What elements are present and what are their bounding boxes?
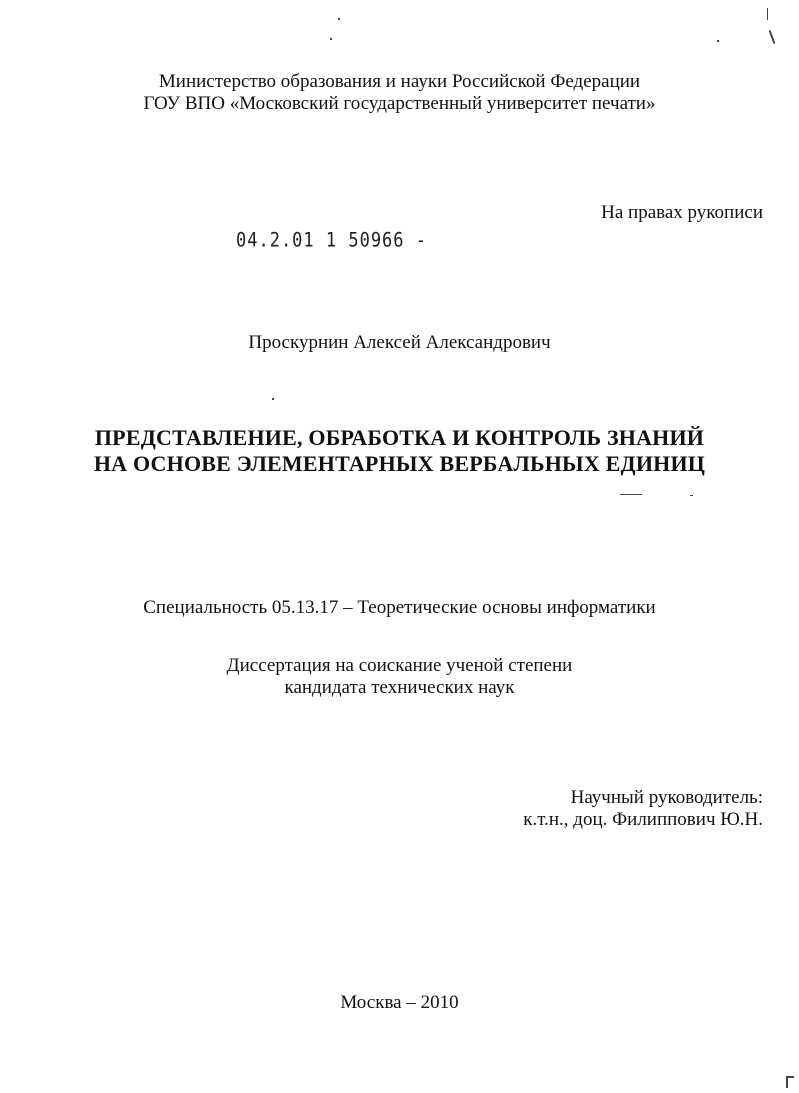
degree-line-1: Диссертация на соискание ученой степени: [226, 655, 573, 676]
city-year: Москва – 2010: [340, 992, 459, 1013]
scan-speck: [717, 40, 719, 42]
scan-speck: [767, 8, 768, 20]
degree-line-2: кандидата технических наук: [284, 677, 515, 698]
university-line: ГОУ ВПО «Московский государственный университет печати»: [143, 93, 656, 114]
scan-speck: [330, 38, 332, 40]
scan-speck: [769, 30, 776, 44]
supervisor-label: Научный руководитель:: [570, 787, 763, 808]
scan-speck: [786, 1076, 788, 1088]
scan-speck: [272, 398, 274, 400]
dissertation-title-line-2: НА ОСНОВЕ ЭЛЕМЕНТАРНЫХ ВЕРБАЛЬНЫХ ЕДИНИЦ: [93, 451, 706, 476]
ministry-line: Министерство образования и науки Российской Федерации: [158, 71, 641, 92]
manuscript-note: На правах рукописи: [601, 202, 763, 223]
registration-number: 04.2.01 1 50966 -: [236, 229, 427, 252]
dissertation-title-line-1: ПРЕДСТАВЛЕНИЕ, ОБРАБОТКА И КОНТРОЛЬ ЗНАНИЙ: [94, 425, 705, 450]
scan-speck: [338, 18, 340, 20]
scan-speck: [690, 495, 693, 496]
author-name: Проскурнин Алексей Александрович: [248, 332, 551, 353]
specialty-line: Специальность 05.13.17 – Теоретические основы информатики: [143, 597, 656, 618]
scan-speck: [620, 494, 642, 495]
supervisor-name: к.т.н., доц. Филиппович Ю.Н.: [523, 809, 763, 830]
